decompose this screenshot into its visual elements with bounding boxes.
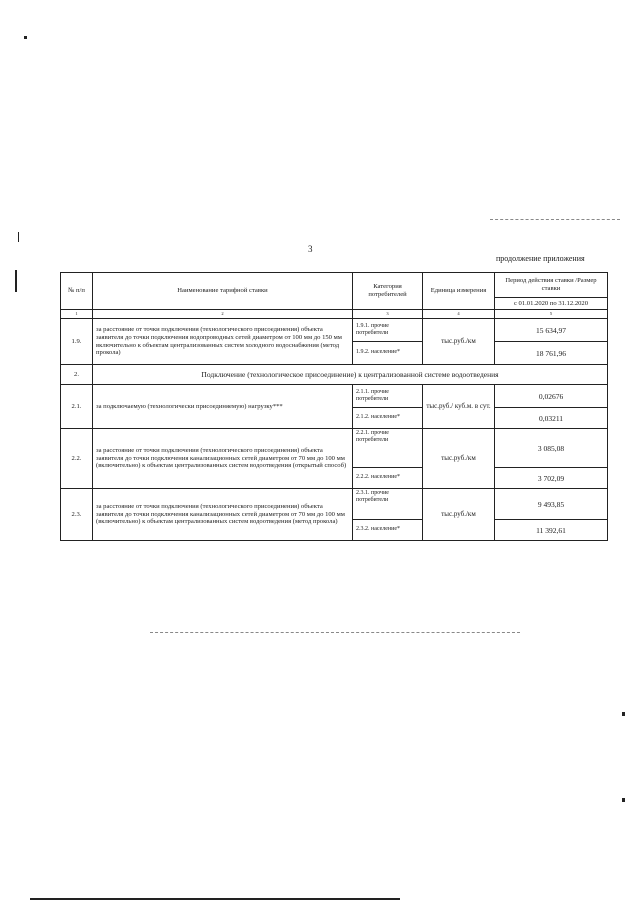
- rate-name: за расстояние от точки подключения (технологического присоединения) объекта заявителя до точки подключения канализационных сетей диаметром от 70 мм до 100 мм (включительно) к объектам централизованных систем водоотведения (метод прокола): [93, 489, 353, 541]
- section-number: 2.: [61, 365, 93, 385]
- unit-of-measure: тыс.руб./км: [423, 319, 495, 365]
- rate-value: 9 493,85: [495, 489, 608, 520]
- row-number: 2.2.: [61, 429, 93, 489]
- page-number: 3: [308, 244, 313, 254]
- scan-edge-mark: [18, 232, 19, 242]
- scan-dashes: [490, 219, 620, 221]
- header-category: Категория потребителей: [353, 273, 423, 310]
- consumer-category: 2.1.2. население*: [353, 408, 423, 429]
- consumer-category: 2.1.1. прочие потребители: [353, 385, 423, 408]
- column-number: 3: [353, 310, 423, 319]
- table-row: [61, 385, 608, 408]
- header-name: Наименование тарифной ставки: [93, 273, 353, 310]
- scan-edge-mark: [15, 270, 17, 292]
- consumer-category: 2.2.1. прочие потребители: [353, 429, 423, 468]
- header-period: Период действия ставки /Размер ставки: [495, 273, 608, 298]
- rate-value: 15 634,97: [495, 319, 608, 342]
- rate-value: 3 085,08: [495, 429, 608, 468]
- column-number: 2: [93, 310, 353, 319]
- table-header-row: [61, 273, 608, 298]
- row-number: 1.9.: [61, 319, 93, 365]
- section-title: Подключение (технологическое присоединение) к централизованной системе водоотведения: [93, 365, 608, 385]
- column-number: 5: [495, 310, 608, 319]
- rate-name: за расстояние от точки подключения (технологического присоединения) объекта заявителя до точки подключения водопроводных сетей диаметром от 100 мм до 150 мм включительно к объектам централизованных систем холодного водоснабжения (метод прокола): [93, 319, 353, 365]
- rate-value: 18 761,96: [495, 342, 608, 365]
- tariff-table: [60, 272, 608, 541]
- scan-edge-mark: [622, 798, 625, 802]
- unit-of-measure: тыс.руб./ куб.м. в сут.: [423, 385, 495, 429]
- consumer-category: 1.9.1. прочие потребители: [353, 319, 423, 342]
- rate-name: за расстояние от точки подключения (технологического присоединения) объекта заявителя до точки подключения канализационных сетей диаметром от 70 мм до 100 мм (включительно) к объектам централизованных систем водоотведения (открытый способ): [93, 429, 353, 489]
- section-row: [61, 365, 608, 385]
- row-number: 2.3.: [61, 489, 93, 541]
- column-number-row: [61, 310, 608, 319]
- row-number: 2.1.: [61, 385, 93, 429]
- scan-edge-mark: [622, 712, 625, 716]
- rate-name: за подключаемую (технологически присоединяемую) нагрузку***: [93, 385, 353, 429]
- consumer-category: 2.2.2. население*: [353, 468, 423, 489]
- rate-value: 0,02676: [495, 385, 608, 408]
- consumer-category: 2.3.1. прочие потребители: [353, 489, 423, 520]
- unit-of-measure: тыс.руб./км: [423, 489, 495, 541]
- consumer-category: 1.9.2. население*: [353, 342, 423, 365]
- header-no: № п/п: [61, 273, 93, 310]
- column-number: 4: [423, 310, 495, 319]
- scan-corner-mark: [24, 36, 27, 39]
- scan-dashes: [150, 632, 520, 634]
- unit-of-measure: тыс.руб./км: [423, 429, 495, 489]
- rate-value: 3 702,09: [495, 468, 608, 489]
- table-row: [61, 429, 608, 468]
- column-number: 1: [61, 310, 93, 319]
- rate-value: 11 392,61: [495, 520, 608, 541]
- continuation-label: продолжение приложения: [496, 254, 585, 263]
- scan-bottom-line: [30, 898, 400, 900]
- table-row: [61, 319, 608, 342]
- consumer-category: 2.3.2. население*: [353, 520, 423, 541]
- table-row: [61, 489, 608, 520]
- header-unit: Единица измерения: [423, 273, 495, 310]
- header-period-range: с 01.01.2020 по 31.12.2020: [495, 298, 608, 310]
- rate-value: 0,03211: [495, 408, 608, 429]
